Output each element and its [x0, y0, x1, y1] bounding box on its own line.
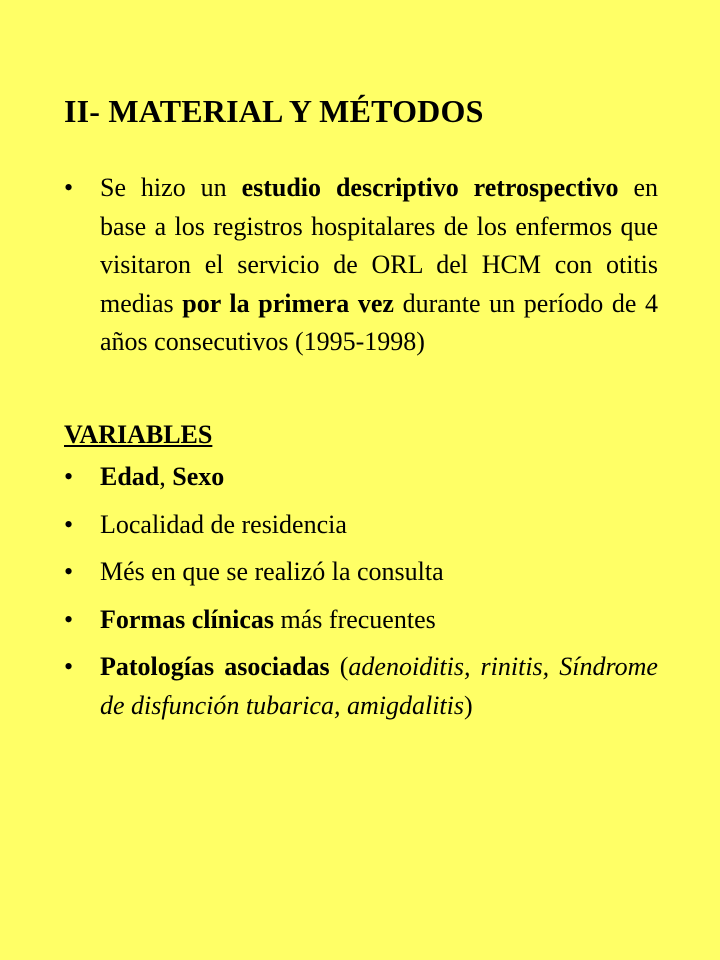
variable-formas-rest: más frecuentes: [274, 604, 436, 634]
intro-bold-2: por la primera vez: [182, 288, 394, 318]
variable-mes: Més en que se realizó la consulta: [100, 557, 444, 587]
intro-text-2: en base a los registros hospitalares de los enfermos que visitaron el servicio de ORL del HCM con otitis medias: [100, 173, 659, 318]
slide-title: II- MATERIAL Y MÉTODOS: [64, 93, 484, 129]
intro-bold-1: estudio descriptivo retrospectivo: [241, 173, 619, 203]
variable-separator: ,: [159, 462, 173, 492]
paren-close: ): [464, 690, 473, 720]
bullet-dot-icon: •: [64, 557, 74, 587]
intro-text-1: Se hizo un: [100, 173, 242, 203]
bullet-dot-icon: •: [64, 462, 74, 492]
slide-content: [64, 94, 658, 725]
variable-patologias-bold: Patologías asociadas: [100, 652, 330, 682]
bullet-dot-icon: •: [64, 173, 74, 203]
paren-open: (: [329, 652, 349, 682]
variable-patologias-italic: adenoiditis, rinitis, Síndrome de disfunción tubarica, amigdalitis: [100, 652, 658, 720]
intro-text-3: durante un período de 4 años consecutivos (1995-1998): [100, 288, 658, 357]
variable-edad: Edad: [100, 462, 160, 492]
bullet-dot-icon: •: [64, 509, 74, 539]
variables-heading: VARIABLES: [64, 419, 213, 449]
variable-formas-bold: Formas clínicas: [100, 604, 275, 634]
variables-list: [64, 458, 658, 725]
intro-bullet: [64, 169, 658, 362]
intro-list: [64, 169, 658, 362]
variable-localidad: Localidad de residencia: [100, 509, 347, 539]
bullet-dot-icon: •: [64, 652, 74, 682]
variable-item-localidad: [64, 506, 658, 545]
bullet-dot-icon: •: [64, 604, 74, 634]
variable-item-formas: [64, 601, 658, 640]
variable-item-mes: [64, 553, 658, 592]
variable-item-edad-sexo: [64, 458, 658, 497]
variable-item-patologias: [64, 648, 658, 725]
variable-sexo: Sexo: [172, 462, 225, 492]
